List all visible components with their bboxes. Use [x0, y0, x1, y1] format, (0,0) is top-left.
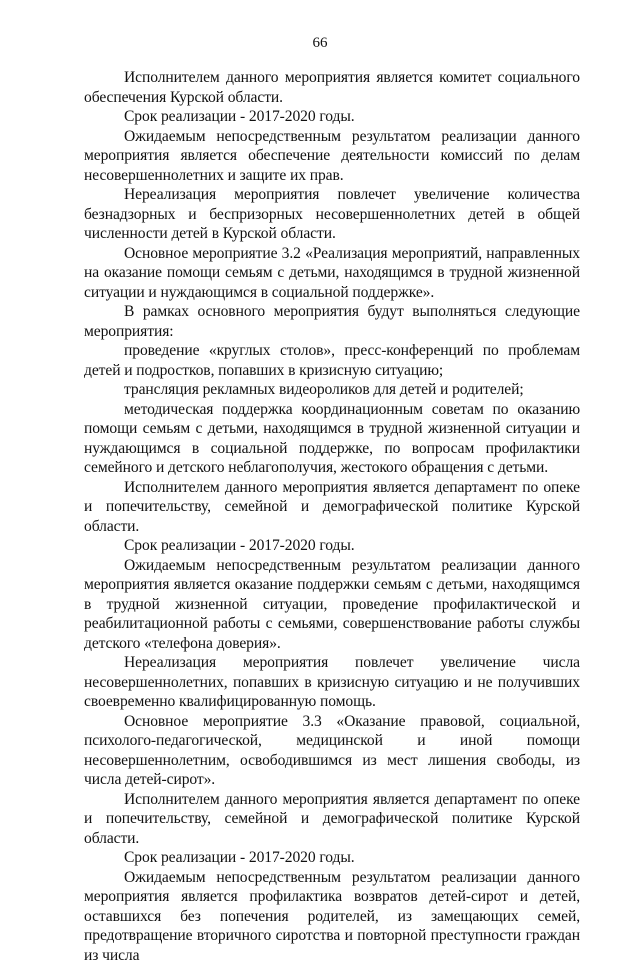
paragraph: Ожидаемым непосредственным результатом реализации данного мероприятия является профилактика возвратов детей-сирот и детей, оставшихся без попечения родителей, из замещающих семей, предотвращение вторичного сиротства и повторной преступности граждан из числа [84, 868, 580, 965]
paragraph: Срок реализации - 2017-2020 годы. [84, 848, 580, 868]
page-number: 66 [0, 34, 640, 52]
paragraph: Исполнителем данного мероприятия является департамент по опеке и попечительству, семейной и демографической политике Курской области. [84, 478, 580, 537]
document-body [84, 68, 580, 965]
paragraph: Ожидаемым непосредственным результатом реализации данного мероприятия является оказание поддержки семьям с детьми, находящимся в трудной жизненной ситуации, проведение профилактической и реабилитационной работы с семьями, совершенствование работы службы детского «телефона доверия». [84, 556, 580, 654]
paragraph: Основное мероприятие 3.3 «Оказание правовой, социальной, психолого-педагогической, медицинской и иной помощи несовершеннолетним, освободившимся из мест лишения свободы, из числа детей-сирот». [84, 712, 580, 790]
paragraph: Нереализация мероприятия повлечет увеличение числа несовершеннолетних, попавших в кризисную ситуацию и не получивших своевременно квалифицированную помощь. [84, 653, 580, 712]
list-item: трансляция рекламных видеороликов для детей и родителей; [84, 380, 580, 400]
paragraph: Ожидаемым непосредственным результатом реализации данного мероприятия является обеспечение деятельности комиссий по делам несовершеннолетних и защите их прав. [84, 127, 580, 186]
paragraph: Нереализация мероприятия повлечет увеличение количества безнадзорных и беспризорных несовершеннолетних детей в общей численности детей в Курской области. [84, 185, 580, 244]
paragraph: Исполнителем данного мероприятия является департамент по опеке и попечительству, семейной и демографической политике Курской области. [84, 790, 580, 849]
paragraph: Срок реализации - 2017-2020 годы. [84, 536, 580, 556]
list-item: методическая поддержка координационным советам по оказанию помощи семьям с детьми, находящимся в трудной жизненной ситуации и нуждающимся в социальной поддержке, по вопросам профилактики семейного и детского неблагополучия, жестокого обращения с детьми. [84, 400, 580, 478]
paragraph: В рамках основного мероприятия будут выполняться следующие мероприятия: [84, 302, 580, 341]
paragraph: Исполнителем данного мероприятия является комитет социального обеспечения Курской области. [84, 68, 580, 107]
paragraph: Основное мероприятие 3.2 «Реализация мероприятий, направленных на оказание помощи семьям с детьми, находящимся в трудной жизненной ситуации и нуждающимся в социальной поддержке». [84, 244, 580, 303]
paragraph: Срок реализации - 2017-2020 годы. [84, 107, 580, 127]
list-item: проведение «круглых столов», пресс-конференций по проблемам детей и подростков, попавших в кризисную ситуацию; [84, 341, 580, 380]
